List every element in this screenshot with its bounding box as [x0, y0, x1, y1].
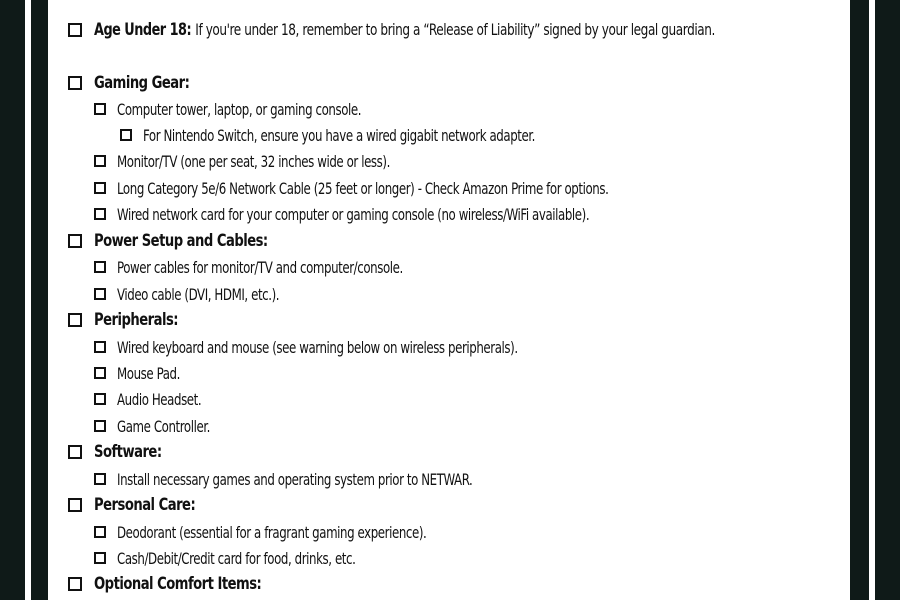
checkbox-power-setup[interactable]	[68, 234, 82, 248]
gear-item-text: For Nintendo Switch, ensure you have a wired gigabit network adapter.	[143, 125, 535, 145]
list-item	[94, 414, 230, 438]
comfort-heading: Optional Comfort Items:	[94, 574, 262, 594]
list-item	[94, 520, 494, 544]
list-item	[94, 546, 408, 570]
care-item-text: Cash/Debit/Credit card for food, drinks, etc.	[117, 548, 356, 568]
gear-item-text: Long Category 5e/6 Network Cable (25 feet or longer) - Check Amazon Prime for options.	[117, 178, 609, 198]
care-item-text: Deodorant (essential for a fragrant gaming experience).	[117, 522, 427, 542]
age-heading: Age Under 18:	[94, 20, 192, 40]
age-line	[94, 20, 715, 40]
checkbox-personal-care[interactable]	[68, 498, 82, 512]
section-power-setup	[68, 229, 296, 253]
section-personal-care	[68, 493, 212, 517]
checkbox-peripherals-2[interactable]	[94, 367, 106, 379]
section-peripherals	[68, 308, 192, 332]
peripherals-item-text: Audio Headset.	[117, 389, 202, 409]
checklist-item-age	[68, 18, 833, 42]
checkbox-care-1[interactable]	[94, 526, 106, 538]
checkbox-peripherals[interactable]	[68, 313, 82, 327]
checkbox-care-2[interactable]	[94, 552, 106, 564]
list-item	[94, 176, 716, 200]
peripherals-item-text: Wired keyboard and mouse (see warning below on wireless peripherals).	[117, 337, 518, 357]
checkbox-power-1[interactable]	[94, 261, 106, 273]
section-software	[68, 440, 173, 464]
checkbox-gear-2[interactable]	[120, 129, 132, 141]
list-item	[94, 255, 466, 279]
software-heading: Software:	[94, 442, 162, 462]
list-item	[94, 282, 315, 306]
section-gaming-gear	[68, 71, 205, 95]
gear-item-text: Computer tower, laptop, or gaming console.	[117, 99, 362, 119]
peripherals-item-text: Mouse Pad.	[117, 363, 180, 383]
list-item	[94, 361, 194, 385]
personal-care-heading: Personal Care:	[94, 495, 196, 515]
peripherals-item-text: Game Controller.	[117, 416, 210, 436]
list-item	[94, 97, 415, 121]
checkbox-peripherals-4[interactable]	[94, 420, 106, 432]
list-item	[120, 123, 621, 147]
gaming-gear-heading: Gaming Gear:	[94, 73, 190, 93]
checkbox-gaming-gear[interactable]	[68, 76, 82, 90]
checkbox-gear-4[interactable]	[94, 182, 106, 194]
peripherals-heading: Peripherals:	[94, 310, 179, 330]
checkbox-software-1[interactable]	[94, 473, 106, 485]
checkbox-peripherals-3[interactable]	[94, 393, 106, 405]
power-item-text: Video cable (DVI, HDMI, etc.).	[117, 284, 280, 304]
gear-item-text: Wired network card for your computer or gaming console (no wireless/WiFi available).	[117, 204, 590, 224]
section-comfort-items	[68, 572, 289, 596]
gear-item-text: Monitor/TV (one per seat, 32 inches wide or less).	[117, 151, 390, 171]
checkbox-gear-5[interactable]	[94, 208, 106, 220]
list-item	[94, 149, 450, 173]
checkbox-gear-1[interactable]	[94, 103, 106, 115]
list-item	[94, 202, 693, 226]
list-item	[94, 467, 550, 491]
software-item-text: Install necessary games and operating system prior to NETWAR.	[117, 469, 473, 489]
checkbox-gear-3[interactable]	[94, 155, 106, 167]
list-item	[94, 387, 220, 411]
power-heading: Power Setup and Cables:	[94, 231, 268, 251]
checkbox-software[interactable]	[68, 445, 82, 459]
checkbox-peripherals-1[interactable]	[94, 341, 106, 353]
checkbox-power-2[interactable]	[94, 288, 106, 300]
list-item	[94, 335, 606, 359]
power-item-text: Power cables for monitor/TV and computer/console.	[117, 257, 403, 277]
checkbox-age[interactable]	[68, 23, 82, 37]
checkbox-comfort[interactable]	[68, 577, 82, 591]
age-text: If you're under 18, remember to bring a “Release of Liability” signed by your legal guardian.	[195, 20, 715, 39]
